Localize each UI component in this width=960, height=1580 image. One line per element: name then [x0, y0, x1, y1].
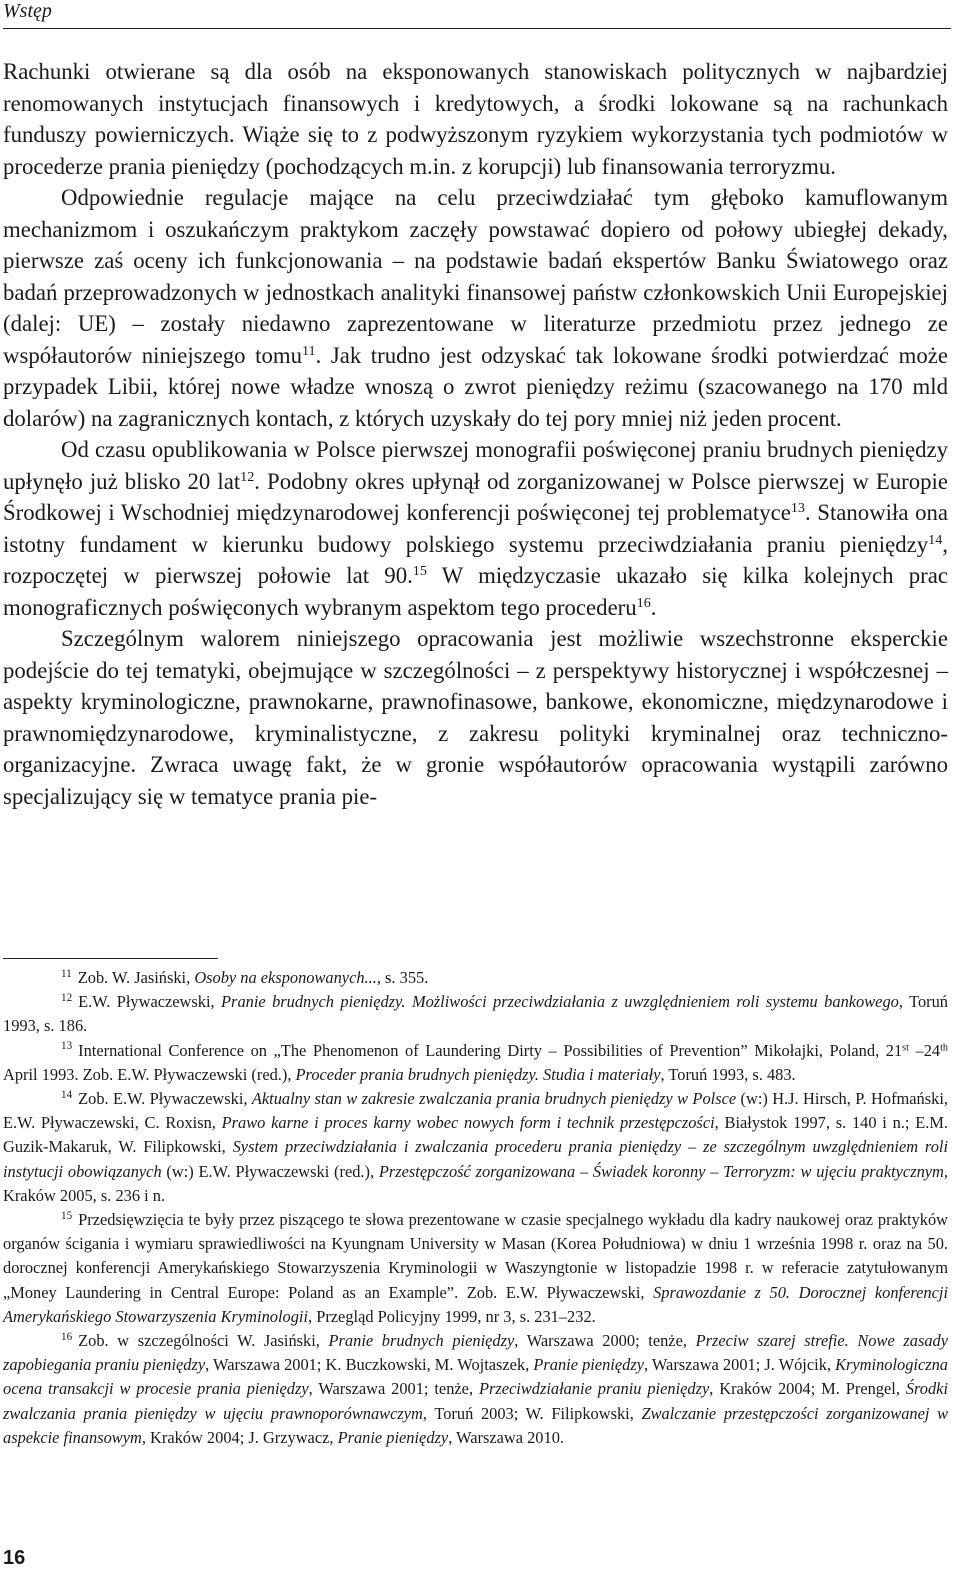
paragraph-3: Od czasu opublikowania w Polsce pierwszej monografii poświęconej praniu brudnych pieniędzy upłynęło już blisko 20 lat$^{12}$. Podobny okres upłynął od zorganizowanej w Polsce pierwszej w Europie Środkowej i Wschodniej międzynarodowej konferencji poświęconej tej problematyce$^{13}$. Stanowiła ona istotny fundament w kierunku budowy polskiego systemu przeciwdziałania praniu pieniędzy$^{14}$, rozpoczętej w pierwszej połowie lat 90.15 W międzyczasie ukazało się kilka kolejnych prac monograficznych poświęconych wybranym aspektom tego procederu$^{16}$.	[3, 437, 949, 620]
footnote-separator	[3, 958, 218, 959]
main-text	[3, 56, 948, 812]
footnote-ref-15[interactable]: 15	[412, 563, 427, 580]
paragraph-2: Odpowiednie regulacje mające na celu przeciwdziałać tym głęboko kamuflowanym mechanizmom i oszukańczym praktykom zaczęły powstawać dopiero od połowy ubiegłej dekady, pierwsze zaś oceny ich funkcjonowania – na podstawie badań ekspertów Banku Światowego oraz badań przeprowadzonych w jednostkach analityki finansowej państw członkowskich Unii Europejskiej (dalej: UE) – zostały niedawno zaprezentowane w literaturze przedmiotu przez jednego ze współautorów niniejszego tomu$^{11}$. Jak trudno jest odzyskać tak lokowane środki potwierdzać może przypadek Libii, której nowe władze wnoszą o zwrot pieniędzy reżimu (szacowanego na 170 mld dolarów) na zagranicznych kontach, z których uzyskały do tej pory mniej niż jeden procent.	[3, 185, 948, 431]
footnote-14: $^{14}$ Zob. E.W. Pływaczewski, Aktualny stan w zakresie zwalczania prania brudnych pieniędzy w Polsce (w:) H.J. Hirsch, P. Hofmański, E.W. Pływaczewski, C. Roxisn, Prawo karne i proces karny wobec nowych form i technik przestępczości, Białystok 1997, s. 140 i n.; E.M. Guzik-Makaruk, W. Filipkowski, System przeciwdziałania i zwalczania procederu prania pieniędzy – ze szczególnym uwzględnieniem roli instytucji obowiązanych (w:) E.W. Pływaczewski (red.), Przestępczość zorganizowana – Świadek koronny – Terroryzm: w ujęciu praktycznym, Kraków 2005, s. 236 i n.	[3, 1088, 949, 1205]
page-number: 16	[3, 1547, 26, 1569]
footnote-12: $^{12}$ E.W. Pływaczewski, Pranie brudnych pieniędzy. Możliwości przeciwdziałania z uwzględnieniem roli systemu bankowego, Toruń 1993, s. 186.	[3, 992, 948, 1036]
footnote-ref-13[interactable]: 13	[790, 500, 805, 517]
paragraph-1: Rachunki otwierane są dla osób na eksponowanych stanowiskach politycznych w najbardziej renomowanych instytucjach finansowych i kredytowych, a środki lokowane są na rachunkach funduszy powierniczych. Wiąże się to z podwyższonym ryzykiem wykorzystania tych podmiotów w procederze prania pieniędzy (pochodzących m.in. z korupcji) lub finansowania terroryzmu.	[3, 59, 948, 179]
footnote-ref-12[interactable]: 12	[240, 468, 255, 485]
footnote-number: 11	[61, 967, 72, 980]
footnote-13: $^{13}$ International Conference on „The Phenomenon of Laundering Dirty – Possibilities of Prevention” Mikołajki, Poland, 21st –24th April 1993. Zob. E.W. Pływaczewski (red.), Proceder prania brudnych pieniędzy. Studia i materiały, Toruń 1993, s. 483.	[3, 1040, 948, 1084]
footnote-number: 14	[61, 1088, 73, 1101]
footnote-ref-16[interactable]: 16	[636, 594, 651, 611]
footnote-ref-11[interactable]: 11	[301, 342, 316, 359]
footnote-number: 16	[61, 1330, 73, 1343]
footnote-ref-14[interactable]: 14	[928, 531, 943, 548]
footnotes	[3, 966, 948, 1450]
footnote-number: 13	[61, 1040, 73, 1053]
paragraph-4: Szczególnym walorem niniejszego opracowania jest możliwie wszechstronne eksperckie podejście do tej tematyki, obejmujące w szczególności – z perspektywy historycznej i współczesnej – aspekty kryminologiczne, prawnokarne, prawnofinasowe, bankowe, ekonomiczne, międzynarodowe i prawnomiędzynarodowe, kryminalistyczne, z zakresu polityki kryminalnej oraz techniczno-organizacyjne. Zwraca uwagę fakt, że w gronie współautorów opracowania wystąpili zarówno specjalizujący się w tematyce prania pie-	[3, 626, 948, 809]
footnote-15: $^{15}$ Przedsięwzięcia te były przez piszącego te słowa prezentowane w czasie specjalnego wykładu dla kadry naukowej oraz praktyków organów ścigania i wymiaru sprawiedliwości na Kyungnam University w Masan (Korea Południowa) w dniu 1 września 1998 r. oraz na 50. dorocznej konferencji Amerykańskiego Stowarzyszenia Kryminologii w Waszyngtonie w listopadzie 1998 r. w referacie zatytułowanym „Money Laundering in Central Europe: Poland as an Example”. Zob. E.W. Pływaczewski, Sprawozdanie z 50. Dorocznej konferencji Amerykańskiego Stowarzyszenia Kryminologii, Przegląd Policyjny 1999, nr 3, s. 231–232.	[3, 1209, 948, 1326]
running-header	[3, 0, 951, 29]
footnote-16: $^{16}$ Zob. w szczególności W. Jasiński, Pranie brudnych pieniędzy, Warszawa 2000; tenże, Przeciw szarej strefie. Nowe zasady zapobiegania praniu pieniędzy, Warszawa 2001; K. Buczkowski, M. Wojtaszek, Pranie pieniędzy, Warszawa 2001; J. Wójcik, Kryminologiczna ocena transakcji w procesie prania pieniędzy, Warszawa 2001; tenże, Przeciwdziałanie praniu pieniędzy, Kraków 2004; M. Prengel, Środki zwalczania prania pieniędzy w ujęciu prawnoporównawczym, Toruń 2003; W. Filipkowski, Zwalczanie przestępczości zorganizowanej w aspekcie finansowym, Kraków 2004; J. Grzywacz, Pranie pieniędzy, Warszawa 2010.	[3, 1330, 949, 1447]
footnote-11: $^{11}$ Zob. W. Jasiński, Osoby na eksponowanych..., s. 355.	[61, 967, 429, 987]
footnote-number: 15	[61, 1209, 73, 1222]
running-header-title: Wstęp	[3, 0, 52, 22]
footnote-number: 12	[61, 992, 73, 1005]
